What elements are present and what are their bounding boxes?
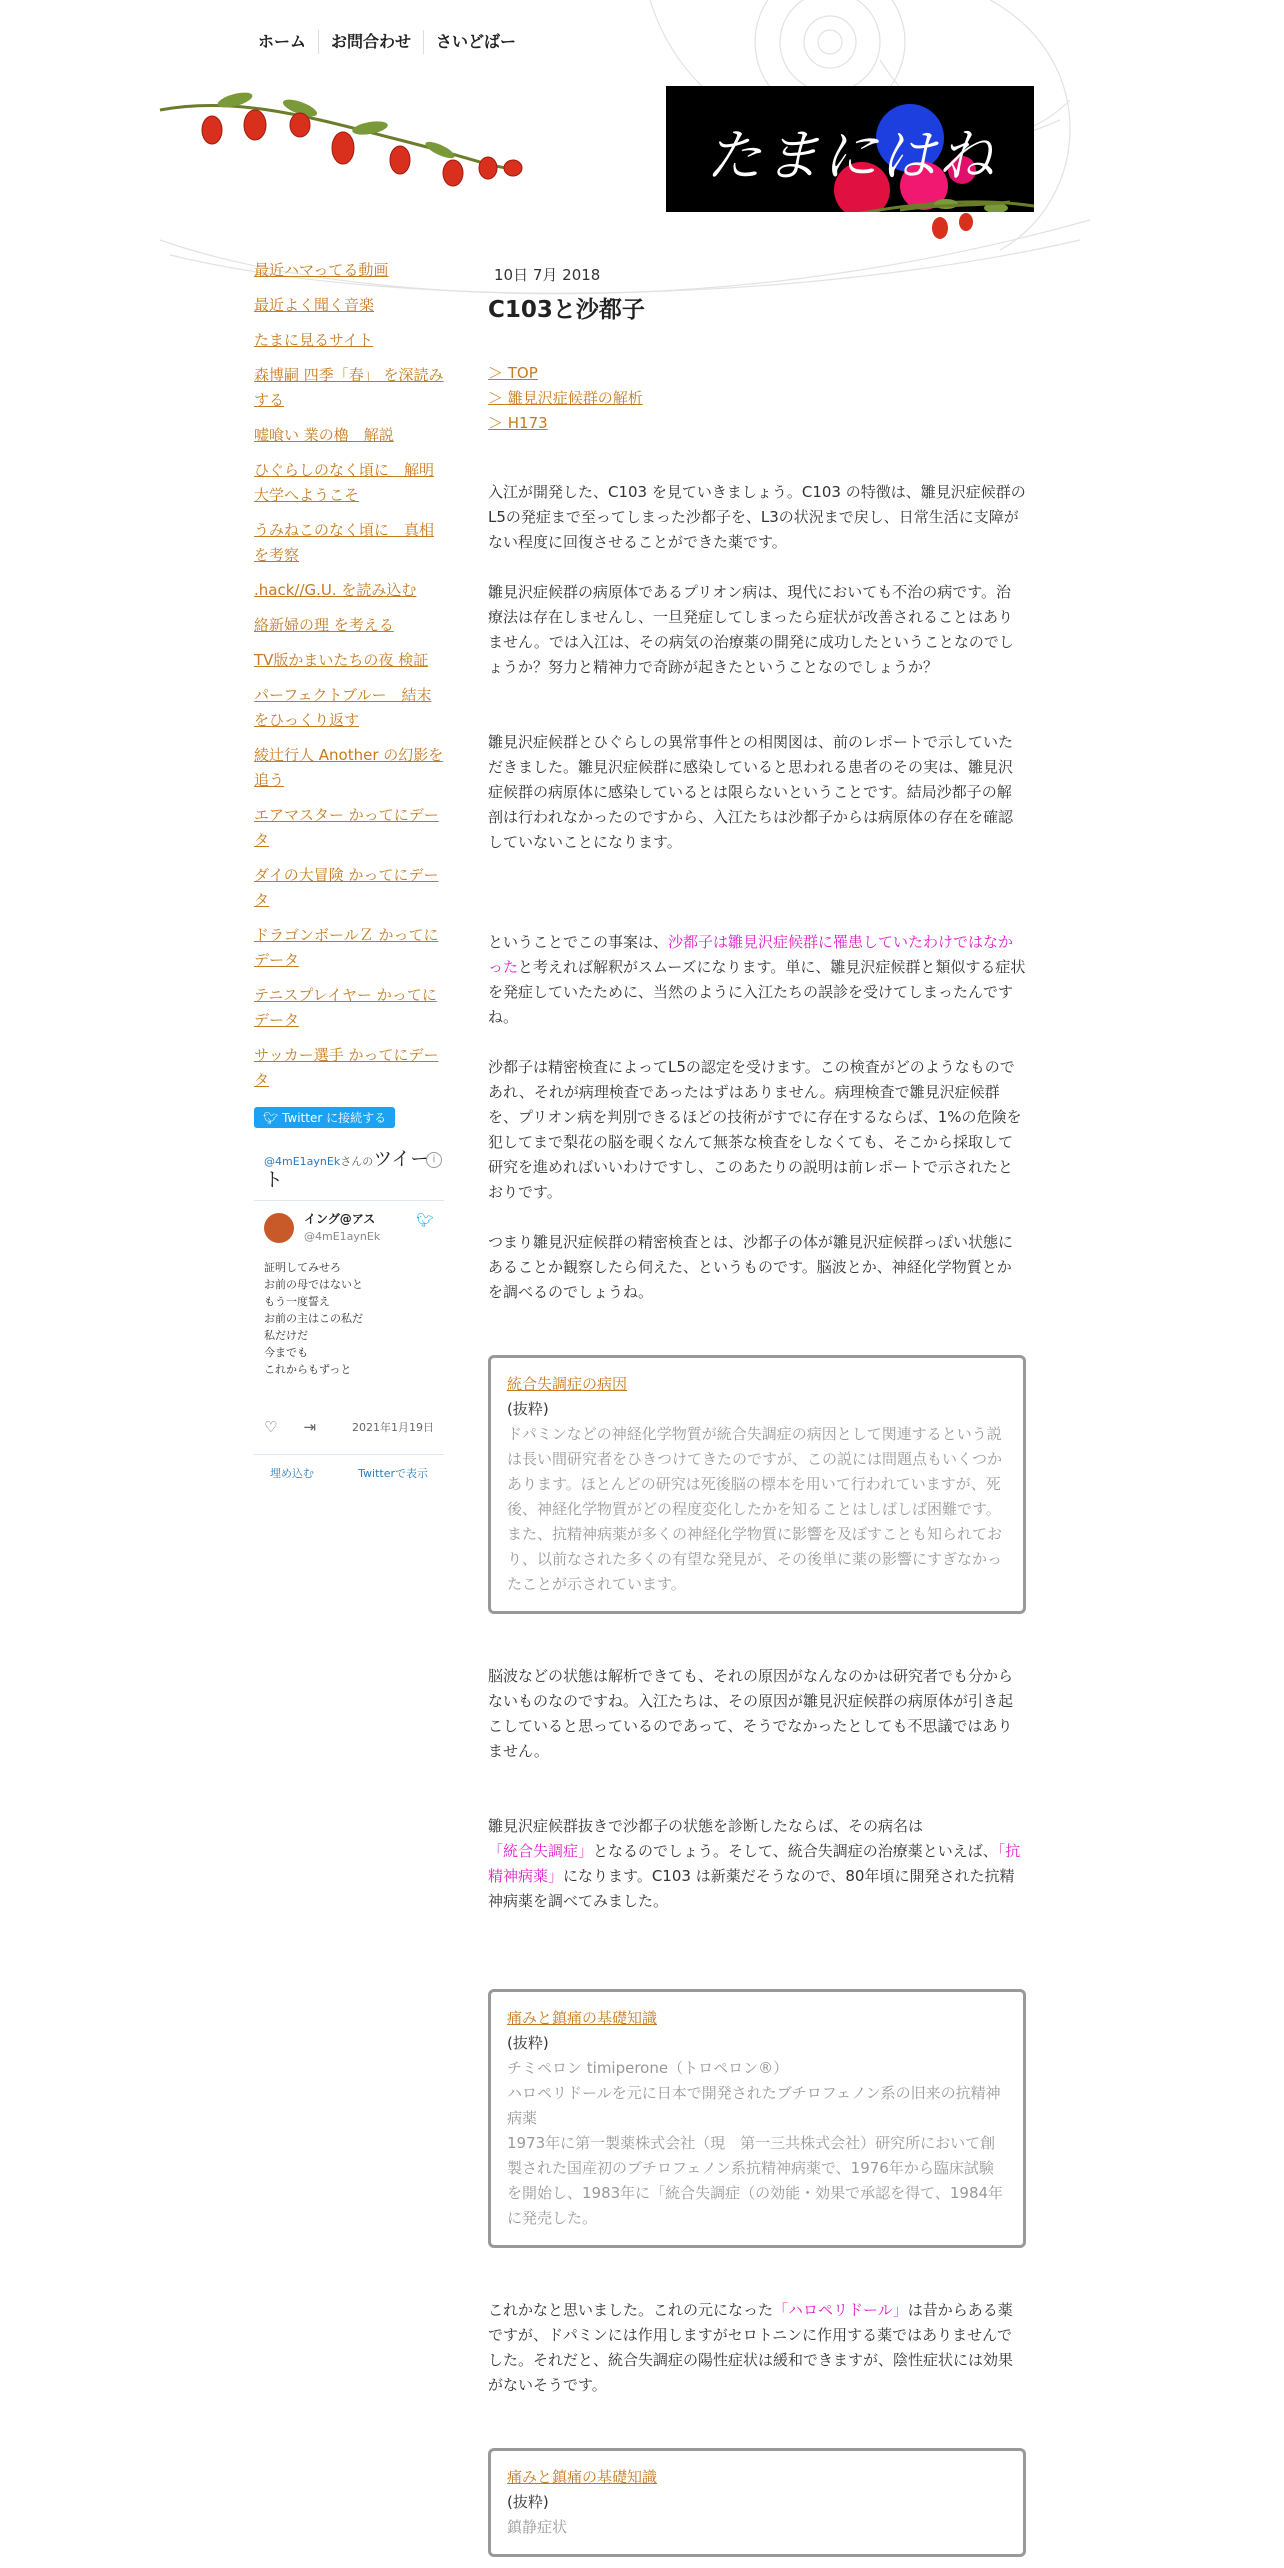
paragraph: 沙都子は精密検査によってL5の認定を受けます。この検査がどのようなものであれ、それが病理検査であったはずはありません。病理検査で雛見沢症候群を、プリオン病を判別できるほどの技術がすでに存在するならば、1%の危険を犯してまで梨花の脳を覗くなんて無茶な検査をしなくても、そこから採取して研究を進めればいいわけですし、このあたりの説明は前レポートで示されたとおりです。 (488, 1058, 1022, 1201)
tweet-user-handle[interactable]: @4mE1aynEk (304, 1230, 381, 1243)
site-logo[interactable] (666, 86, 1034, 212)
tweet-line: 証明してみせろ (264, 1261, 341, 1274)
highlight-text: 「抗精神病薬」 (488, 1842, 1021, 1885)
highlight-text: 「統合失調症」 (488, 1842, 594, 1860)
sidebar-link-dai[interactable]: ダイの大冒険 かってにデータ (254, 866, 439, 909)
twitter-bird-icon: 🐦︎ (263, 1111, 283, 1125)
quote-source-link[interactable]: 痛みと鎮痛の基礎知識 (507, 2468, 658, 2486)
sidebar-link-usogui[interactable]: 嘘喰い 業の櫓 解説 (254, 426, 394, 444)
quote-text: チミペロン timiperone（トロペロン®） (507, 2059, 789, 2077)
quote-text: ドパミンなどの神経化学物質が統合失調症の病因として関連するという説は長い間研究者をひきつけてきたのですが、この説には問題点もいくつかあります。ほとんどの研究は死後脳の標本を用いて行われていますが、死後、神経化学物質がどの程度変化したかを知ることはしばしば困難です。また、抗精神病薬が多くの神経化学物質に影響を及ぼすことも知られており、以前なされた多くの有望な発見が、その後単に薬の影響にすぎなかったことが示されています。 (507, 1425, 1003, 1593)
twitter-widget-by: さんの (340, 1155, 374, 1168)
logo-berries (900, 200, 1020, 260)
crumb-h173[interactable]: ＞ H173 (488, 414, 548, 432)
paragraph: 雛見沢症候群の病原体であるプリオン病は、現代においても不治の病です。治療法は存在しませんし、一旦発症してしまったら症状が改善されることはありません。では入江は、その病気の治療薬の開発に成功したということなのでしょうか？努力と精神力で奇跡が起きたということなのでしょうか？ (488, 583, 1014, 676)
crumb-analysis[interactable]: ＞ 雛見沢症候群の解析 (488, 389, 643, 407)
tweet-text (264, 1259, 434, 1378)
text-segment: と考えれば解釈がスムーズになります。単に、雛見沢症候群と類似する症状を発症していたために、当然のように入江たちの誤診を受けてしまったんですね。 (488, 958, 1026, 1026)
text-segment: となるのでしょう。そして、統合失調症の治療薬といえば、 (593, 1842, 998, 1860)
post-date: 10日 7月 2018 (494, 266, 601, 284)
crumb-top[interactable]: ＞ TOP (488, 364, 538, 382)
tweet-line: お前の母ではないと (264, 1278, 363, 1291)
tweet-line: これからもずっと (264, 1363, 352, 1376)
twitter-widget-handle[interactable]: @4mE1aynEk (264, 1155, 341, 1168)
tweet-line: もう一度誓え (264, 1295, 330, 1308)
tweet (254, 1201, 444, 1388)
paragraph: 脳波などの状態は解析できても、それの原因がなんなのかは研究者でも分からないものなのですね。入江たちは、その原因が雛見沢症候群の病原体が引き起こしていると思っているのであって、そうでなかったとしても不思議ではありません。 (488, 1667, 1014, 1760)
twitter-widget-header (254, 1142, 444, 1201)
quote-excerpt-label: (抜粋) (507, 1400, 549, 1418)
sidebar-link-airmaster[interactable]: エアマスター かってにデータ (254, 806, 439, 849)
article (488, 264, 1026, 2557)
tweet-line: お前の主はこの私だ (264, 1312, 363, 1325)
tweet-line: 私だけだ (264, 1329, 308, 1342)
quote-excerpt-label: (抜粋) (507, 2034, 549, 2052)
avatar[interactable] (264, 1213, 294, 1243)
nav-contact[interactable]: お問合わせ (319, 30, 424, 54)
sidebar-link-shiki[interactable]: 森博嗣 四季「春」 を深読みする (254, 366, 444, 409)
logo-text: たまにはね (706, 124, 996, 189)
twitter-widget-heading: ツイート (264, 1148, 430, 1191)
tweet-user-name[interactable]: イング@アス (304, 1212, 376, 1226)
twitter-logo-icon[interactable]: 🐦︎ (416, 1213, 434, 1229)
paragraph (488, 1814, 1026, 1914)
share-icon[interactable]: ⇥ (303, 1418, 317, 1436)
quote-text: 鎮静症状 (507, 2518, 568, 2536)
sidebar-link-tennis[interactable]: テニスプレイヤー かってにデータ (254, 986, 437, 1029)
text-segment: は昔からある薬ですが、ドパミンには作用しますがセロトニンに作用する薬ではありませんでした。それだと、統合失調症の陽性症状は緩和できますが、陰性症状には効果がないそうです。 (488, 2301, 1014, 2394)
text-segment: これかなと思いました。これの元になった (488, 2301, 774, 2319)
nav-sidebar[interactable]: さいどばー (436, 32, 517, 51)
sidebar-link-dbz[interactable]: ドラゴンボールＺ かってにデータ (254, 926, 439, 969)
heart-icon[interactable]: ♡ (264, 1418, 278, 1436)
post-title: C103と沙都子 (488, 297, 645, 323)
quote-source-link[interactable]: 統合失調症の病因 (507, 1375, 628, 1393)
tweet-user (304, 1211, 434, 1245)
sidebar-link-umineko[interactable]: うみねこのなく頃に 真相を考察 (254, 521, 435, 564)
tweet-line: 今までも (264, 1346, 308, 1359)
quote-excerpt-label: (抜粋) (507, 2493, 549, 2511)
text-segment: 雛見沢症候群抜きで沙都子の状態を診断したならば、その病名は (488, 1817, 924, 1835)
highlight-text: 「ハロペリドール」 (773, 2301, 908, 2319)
highlight-text: 沙都子は雛見沢症候群に罹患していたわけではなかった (488, 933, 1014, 976)
view-on-twitter-link[interactable]: Twitterで表示 (358, 1467, 428, 1480)
tweet-actions (254, 1418, 444, 1436)
quote-block (488, 1355, 1026, 1614)
sidebar-link-jorougumo[interactable]: 絡新婦の理 を考える (254, 616, 394, 634)
paragraph: つまり雛見沢症候群の精密検査とは、沙都子の体が雛見沢症候群っぽい状態にあることか観察したら伺えた、というものです。脳波とか、神経化学物質とかを調べるのでしょうね。 (488, 1233, 1014, 1301)
sidebar-link-soccer[interactable]: サッカー選手 かってにデータ (254, 1046, 439, 1089)
quote-block (488, 2448, 1026, 2557)
twitter-follow-button[interactable] (254, 1107, 395, 1128)
breadcrumb-links (488, 361, 1026, 436)
sidebar-link-sites[interactable]: たまに見るサイト (254, 331, 373, 349)
sidebar-link-music[interactable]: 最近よく聞く音楽 (254, 296, 375, 314)
quote-source-link[interactable]: 痛みと鎮痛の基礎知識 (507, 2009, 658, 2027)
text-segment: ということでこの事案は、 (488, 933, 669, 951)
nav-home[interactable]: ホーム (258, 30, 319, 54)
sidebar-link-kamaitachi[interactable]: TV版かまいたちの夜 検証 (254, 651, 429, 669)
twitter-widget-footer (254, 1454, 444, 1491)
sidebar (254, 258, 444, 1491)
quote-block (488, 1989, 1026, 2248)
info-icon[interactable]: i (426, 1152, 442, 1168)
paragraph: 雛見沢症候群とひぐらしの異常事件との相関図は、前のレポートで示していただきました。雛見沢症候群に感染していると思われる患者のその実は、雛見沢症候群の病原体に感染しているとは限らないということです。結局沙都子の解剖は行われなかったのですから、入江たちは沙都子からは病原体の存在を確認していないことになります。 (488, 733, 1014, 851)
sidebar-link-hack[interactable]: .hack//G.U. を読み込む (254, 581, 417, 599)
twitter-timeline-widget (254, 1142, 444, 1491)
paragraph: 入江が開発した、C103 を見ていきましょう。C103 の特徴は、雛見沢症候群のL5の発症まで至ってしまった沙都子を、L3の状況まで戻し、日常生活に支障がない程度に回復させることができた薬です。 (488, 483, 1026, 551)
sidebar-link-perfect-blue[interactable]: パーフェクトブルー 結末をひっくり返す (254, 686, 432, 729)
sidebar-link-videos[interactable]: 最近ハマってる動画 (254, 261, 389, 279)
paragraph (488, 2298, 1026, 2398)
tweet-date[interactable]: 2021年1月19日 (352, 1421, 434, 1434)
quote-text: ハロペリドールを元に日本で開発されたブチロフェノン系の旧来の抗精神病薬 (507, 2084, 1001, 2127)
text-segment: になります。C103 は新薬だそうなので、80年頃に開発された抗精神病薬を調べてみました。 (488, 1867, 1015, 1910)
paragraph (488, 930, 1026, 1030)
quote-text: 1973年に第一製薬株式会社（現 第一三共株式会社）研究所において創製された国産初のブチロフェノン系抗精神病薬で、1976年から臨床試験を開始し、1983年に「統合失調症（の効能・効果で承認を得て、1984年に発売した。 (507, 2134, 1004, 2227)
sidebar-link-another[interactable]: 綾辻行人 Another の幻影を追う (254, 746, 444, 789)
sidebar-link-higurashi[interactable]: ひぐらしのなく頃に 解明大学へようこそ (254, 461, 435, 504)
twitter-follow-label: Twitter に接続する (282, 1111, 387, 1125)
embed-link[interactable]: 埋め込む (270, 1467, 314, 1480)
top-nav (258, 30, 528, 54)
